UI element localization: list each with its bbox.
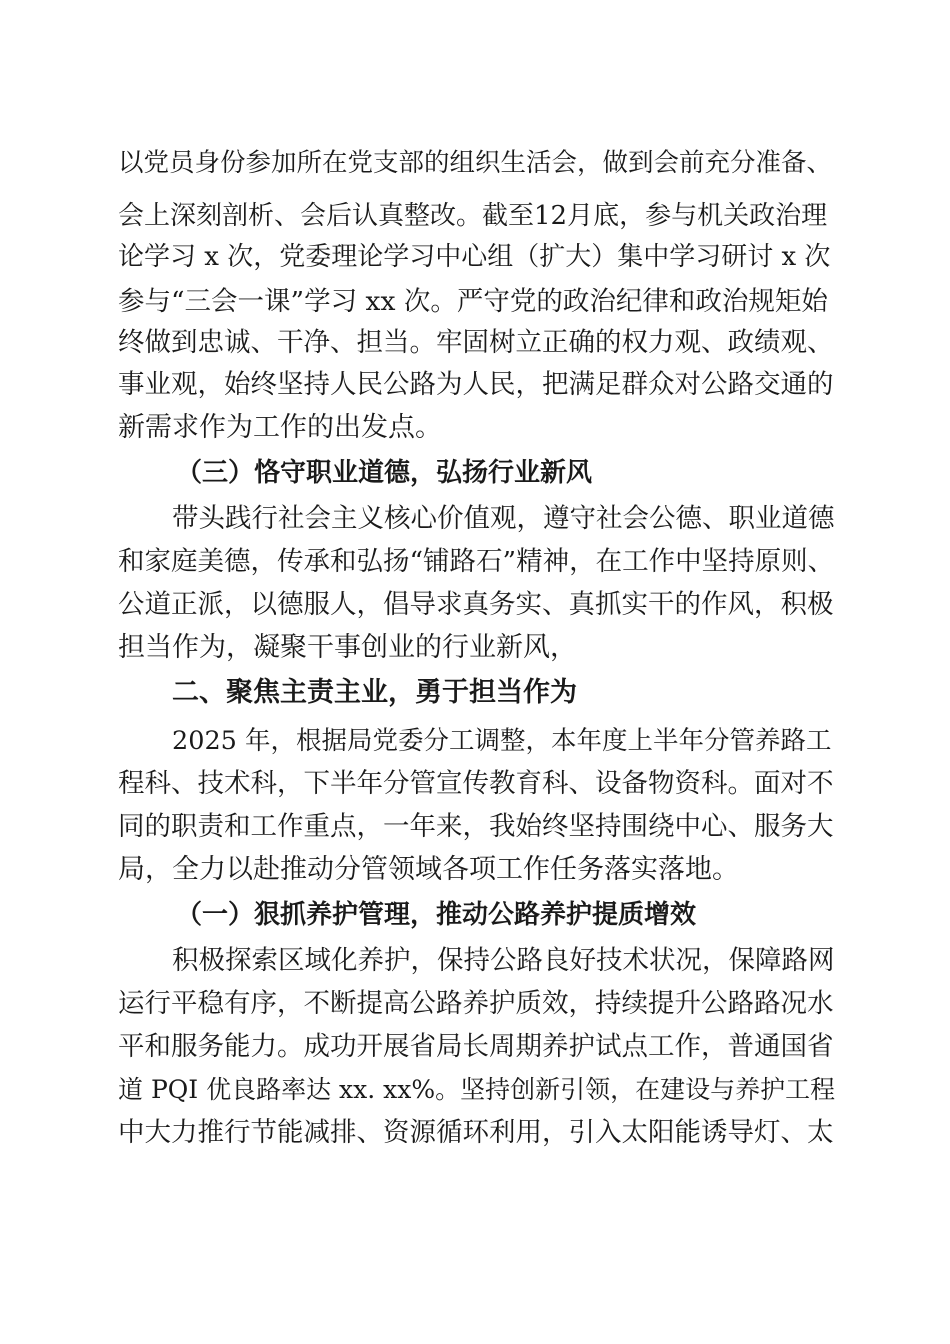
body-line: 新需求作为工作的出发点。 (118, 412, 442, 443)
section-heading-3: （三）恪守职业道德，弘扬行业新风 (176, 458, 593, 488)
body-line: 以党员身份参加所在党支部的组织生活会，做到会前充分准备、 (118, 148, 833, 178)
chapter-heading-2: 二、聚焦主责主业，勇于担当作为 (172, 677, 577, 708)
section-heading-1: （一）狠抓养护管理，推动公路养护提质增效 (176, 900, 697, 930)
body-line: 事业观，始终坚持人民公路为人民，把满足群众对公路交通的 (118, 369, 834, 400)
body-line: 参与“三会一课”学习 xx 次。严守党的政治纪律和政治规矩始 (118, 286, 828, 317)
body-line: 终做到忠诚、干净、担当。牢固树立正确的权力观、政绩观、 (118, 327, 834, 358)
body-line: 同的职责和工作重点，一年来，我始终坚持围绕中心、服务大 (118, 811, 834, 842)
body-line: 担当作为，凝聚干事创业的行业新风， (118, 632, 577, 663)
body-line: 平和服务能力。成功开展省局长周期养护试点工作，普通国省 (118, 1031, 834, 1062)
body-line: 运行平稳有序，不断提高公路养护质效，持续提升公路路况水 (118, 988, 834, 1019)
body-line: 程科、技术科，下半年分管宣传教育科、设备物资科。面对不 (118, 768, 834, 799)
body-line: 2025 年，根据局党委分工调整，本年度上半年分管养路工 (172, 726, 832, 756)
body-line: 和家庭美德，传承和弘扬“铺路石”精神，在工作中坚持原则、 (118, 546, 835, 577)
body-line: 积极探索区域化养护，保持公路良好技术状况，保障路网 (172, 945, 835, 976)
body-line: 中大力推行节能减排、资源循环利用，引入太阳能诱导灯、太 (118, 1117, 834, 1148)
body-line: 局，全力以赴推动分管领域各项工作任务落实落地。 (118, 854, 739, 885)
body-line: 公道正派，以德服人，倡导求真务实、真抓实干的作风，积极 (118, 589, 834, 620)
body-line: 道 PQI 优良路率达 xx. xx%。坚持创新引领，在建设与养护工程 (118, 1075, 836, 1104)
body-line: 论学习 x 次，党委理论学习中心组（扩大）集中学习研讨 x 次 (118, 242, 831, 272)
body-line: 会上深刻剖析、会后认真整改。截至12月底，参与机关政治理 (118, 201, 828, 231)
body-line: 带头践行社会主义核心价值观，遵守社会公德、职业道德 (172, 503, 835, 534)
